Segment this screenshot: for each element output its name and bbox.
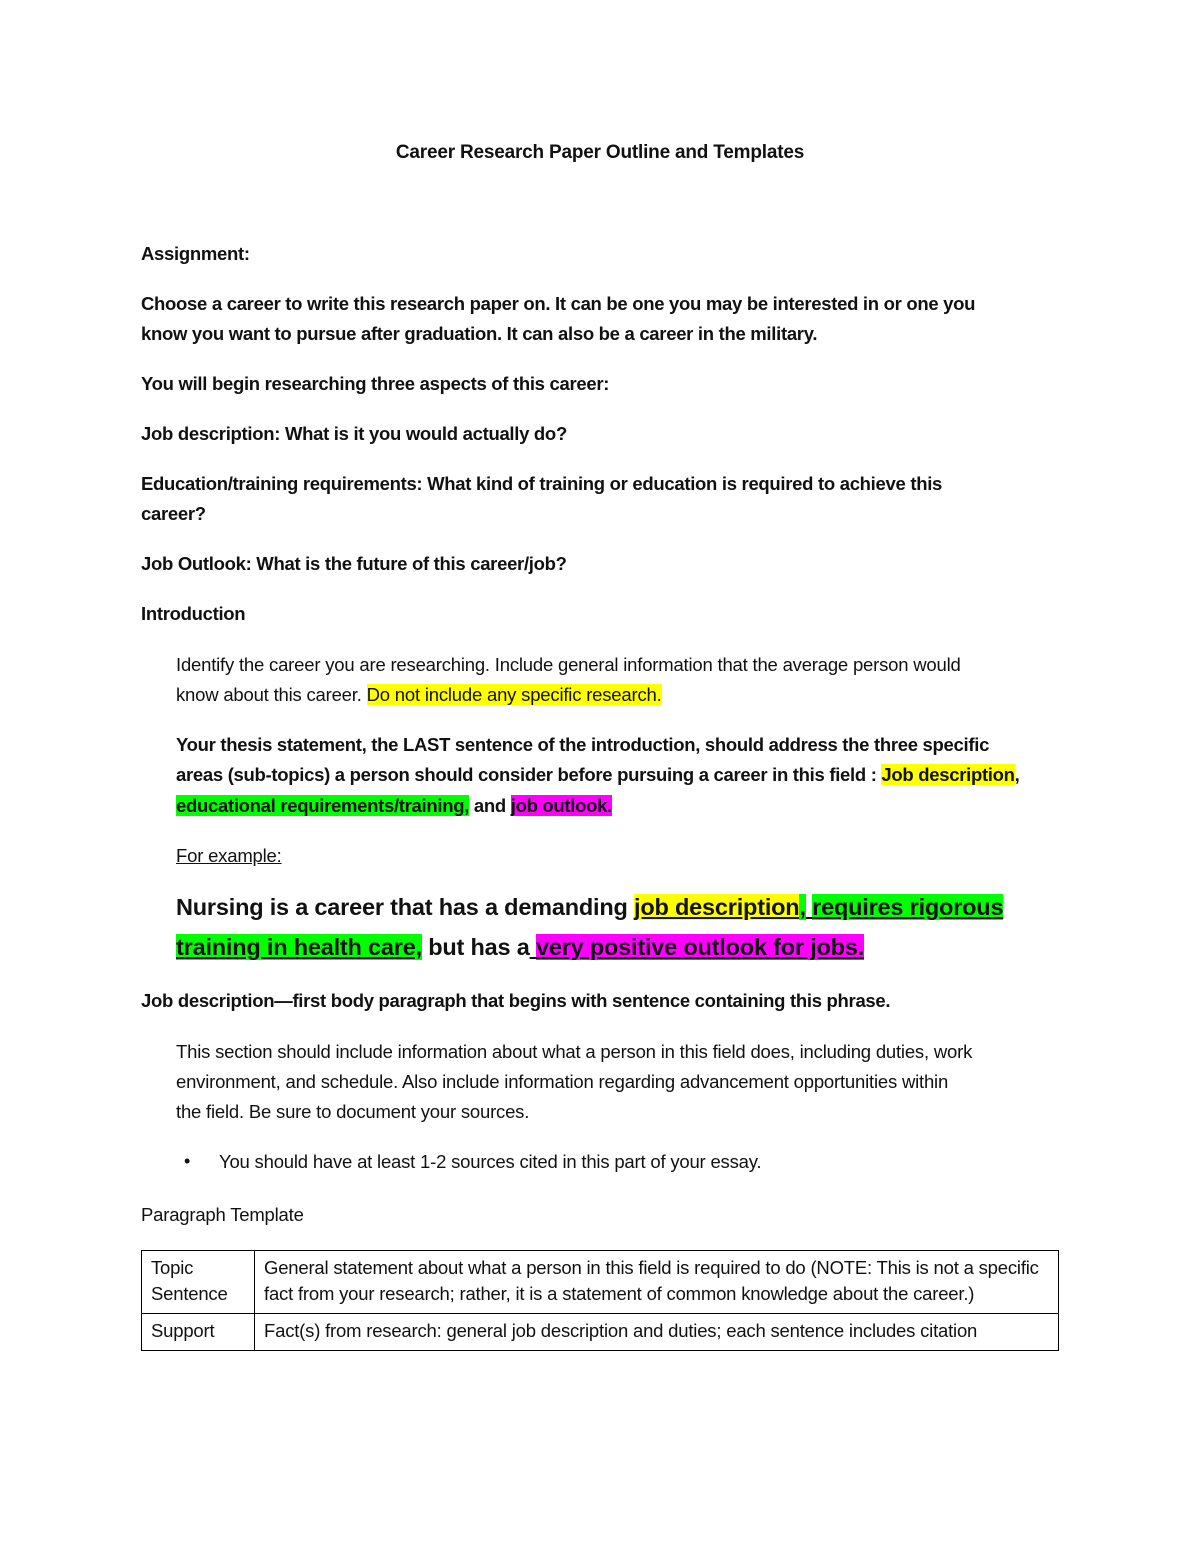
- example-comma: ,: [799, 894, 806, 920]
- bullet-icon: •: [184, 1151, 191, 1171]
- example-training-highlight: training in health care,: [176, 934, 422, 960]
- table-row: [142, 1251, 1059, 1314]
- thesis-line2: [176, 764, 1020, 786]
- thesis-line3: [176, 795, 612, 817]
- assignment-outlook: Job Outlook: What is the future of this career/job?: [141, 553, 567, 574]
- assignment-begin: You will begin researching three aspects of this career:: [141, 373, 610, 394]
- assignment-choose-line1: Choose a career to write this research paper on. It can be one you may be interested in or one you: [141, 293, 976, 314]
- job-para-line1: This section should include information about what a person in this field does, including duties, work: [176, 1041, 973, 1062]
- thesis-education-highlight: educational requirements/training,: [176, 795, 470, 816]
- example-line2-mid: but has a: [421, 934, 530, 960]
- example-space-2: [530, 934, 536, 960]
- example-line1-plain: Nursing is a career that has a demanding: [176, 894, 635, 920]
- thesis-line2-plain: areas (sub-topics) a person should consider before pursuing a career in this field :: [176, 764, 882, 785]
- thesis-line2-comma: ,: [1014, 764, 1020, 785]
- thesis-line3-and: and: [469, 795, 511, 816]
- intro-identify-line2-plain: know about this career.: [176, 684, 367, 705]
- paragraph-template-table: [141, 1250, 1059, 1351]
- row-text-support: Fact(s) from research: general job description and duties; each sentence includes citation: [255, 1314, 1059, 1351]
- row-label-topic-sentence: Topic Sentence: [142, 1251, 255, 1314]
- assignment-job-description: Job description: What is it you would actually do?: [141, 423, 567, 444]
- assignment-education-line1: Education/training requirements: What kind of training or education is required to achieve this: [141, 473, 943, 494]
- document-title: Career Research Paper Outline and Templates: [395, 142, 805, 163]
- assignment-heading: Assignment:: [141, 243, 250, 264]
- job-para-line3: the field. Be sure to document your sources.: [176, 1101, 530, 1122]
- example-sentence-line1: [176, 894, 1003, 921]
- intro-identify-line1: Identify the career you are researching. Include general information that the average person would: [176, 654, 961, 675]
- example-label: For example:: [176, 845, 282, 866]
- example-sentence-line2: [176, 934, 864, 961]
- introduction-heading: Introduction: [141, 603, 246, 624]
- row-label-support: Support: [142, 1314, 255, 1351]
- assignment-education-line2: career?: [141, 503, 206, 524]
- job-section-heading: Job description—first body paragraph that begins with sentence containing this phrase.: [141, 990, 891, 1011]
- thesis-job-description-highlight: Job description: [881, 764, 1015, 785]
- intro-no-research-highlight: Do not include any specific research.: [366, 684, 662, 705]
- bullet-sources: You should have at least 1-2 sources cited in this part of your essay.: [219, 1151, 762, 1172]
- row-text-topic-sentence: General statement about what a person in this field is required to do (NOTE: This is not a specific fact from your research; rather, it is a statement of common knowledge about the career.): [255, 1251, 1059, 1314]
- example-requires-highlight: requires rigorous: [812, 894, 1004, 920]
- assignment-choose-line2: know you want to pursue after graduation. It can also be a career in the military.: [141, 323, 818, 344]
- job-para-line2: environment, and schedule. Also include information regarding advancement opportunities within: [176, 1071, 949, 1092]
- example-outlook-highlight: very positive outlook for jobs.: [535, 934, 865, 960]
- paragraph-template-label: Paragraph Template: [141, 1204, 304, 1225]
- thesis-line1: Your thesis statement, the LAST sentence of the introduction, should address the three specific: [176, 734, 990, 755]
- thesis-outlook-highlight: job outlook.: [510, 795, 612, 816]
- table-row: [142, 1314, 1059, 1351]
- intro-identify-line2: [176, 684, 662, 706]
- example-job-description-highlight: job description: [634, 894, 800, 920]
